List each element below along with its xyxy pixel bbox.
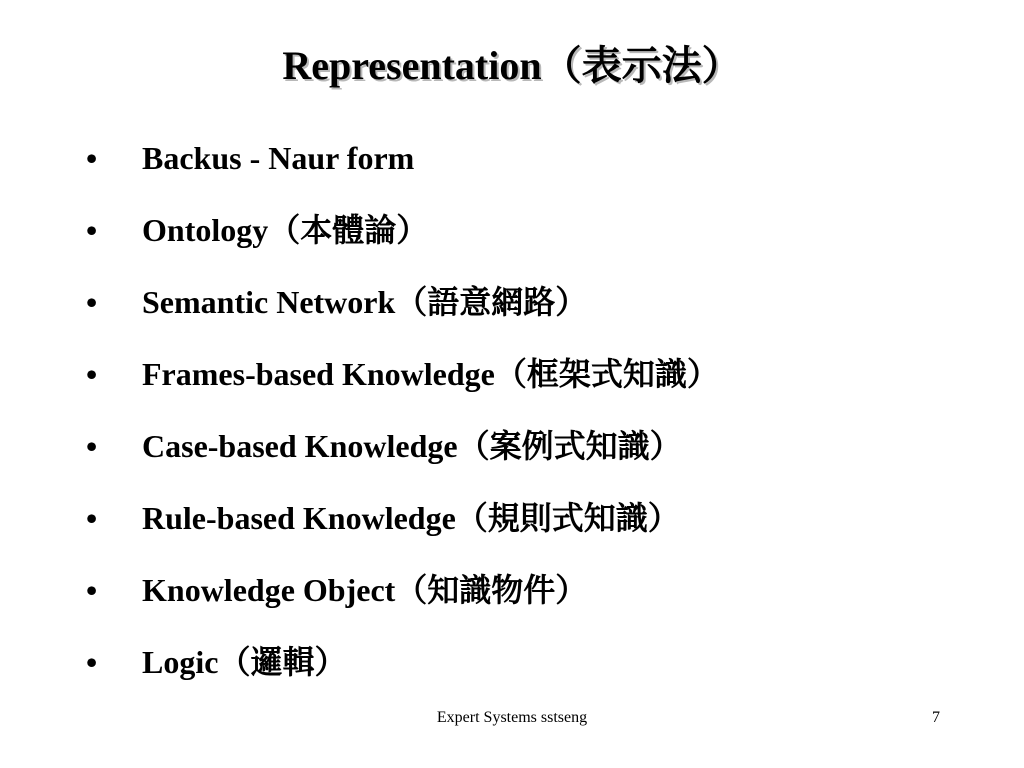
bullet-item-semantic-network bbox=[0, 276, 1024, 348]
bullet-text: Backus - Naur form bbox=[142, 140, 415, 176]
bullet-text: Case-based Knowledge（案例式知識） bbox=[142, 428, 682, 464]
bullet-point-icon: • bbox=[86, 356, 98, 392]
page-number: 7 bbox=[932, 709, 940, 726]
bullet-item-rule-based bbox=[0, 492, 1024, 564]
bullet-point-icon: • bbox=[86, 212, 98, 248]
bullet-text: Frames-based Knowledge（框架式知識） bbox=[142, 356, 719, 392]
bullet-text: Rule-based Knowledge（規則式知識） bbox=[142, 500, 680, 536]
bullet-point-icon: • bbox=[86, 500, 98, 536]
bullet-list bbox=[0, 132, 1024, 708]
bullet-item-ontology bbox=[0, 204, 1024, 276]
bullet-item-logic bbox=[0, 636, 1024, 708]
bullet-text: Knowledge Object（知識物件） bbox=[142, 572, 588, 608]
bullet-point-icon: • bbox=[86, 140, 98, 176]
bullet-point-icon: • bbox=[86, 644, 98, 680]
bullet-point-icon: • bbox=[86, 428, 98, 464]
bullet-point-icon: • bbox=[86, 572, 98, 608]
slide-title: Representation（表示法） bbox=[282, 43, 742, 88]
bullet-text: Semantic Network（語意網路） bbox=[142, 284, 588, 320]
footer-text: Expert Systems sstseng bbox=[436, 709, 588, 726]
bullet-text: Logic（邏輯） bbox=[142, 644, 347, 680]
bullet-item-backus-naur bbox=[0, 132, 1024, 204]
bullet-item-knowledge-object bbox=[0, 564, 1024, 636]
bullet-point-icon: • bbox=[86, 284, 98, 320]
bullet-item-frames-based bbox=[0, 348, 1024, 420]
bullet-text: Ontology（本體論） bbox=[142, 212, 429, 248]
bullet-item-case-based bbox=[0, 420, 1024, 492]
